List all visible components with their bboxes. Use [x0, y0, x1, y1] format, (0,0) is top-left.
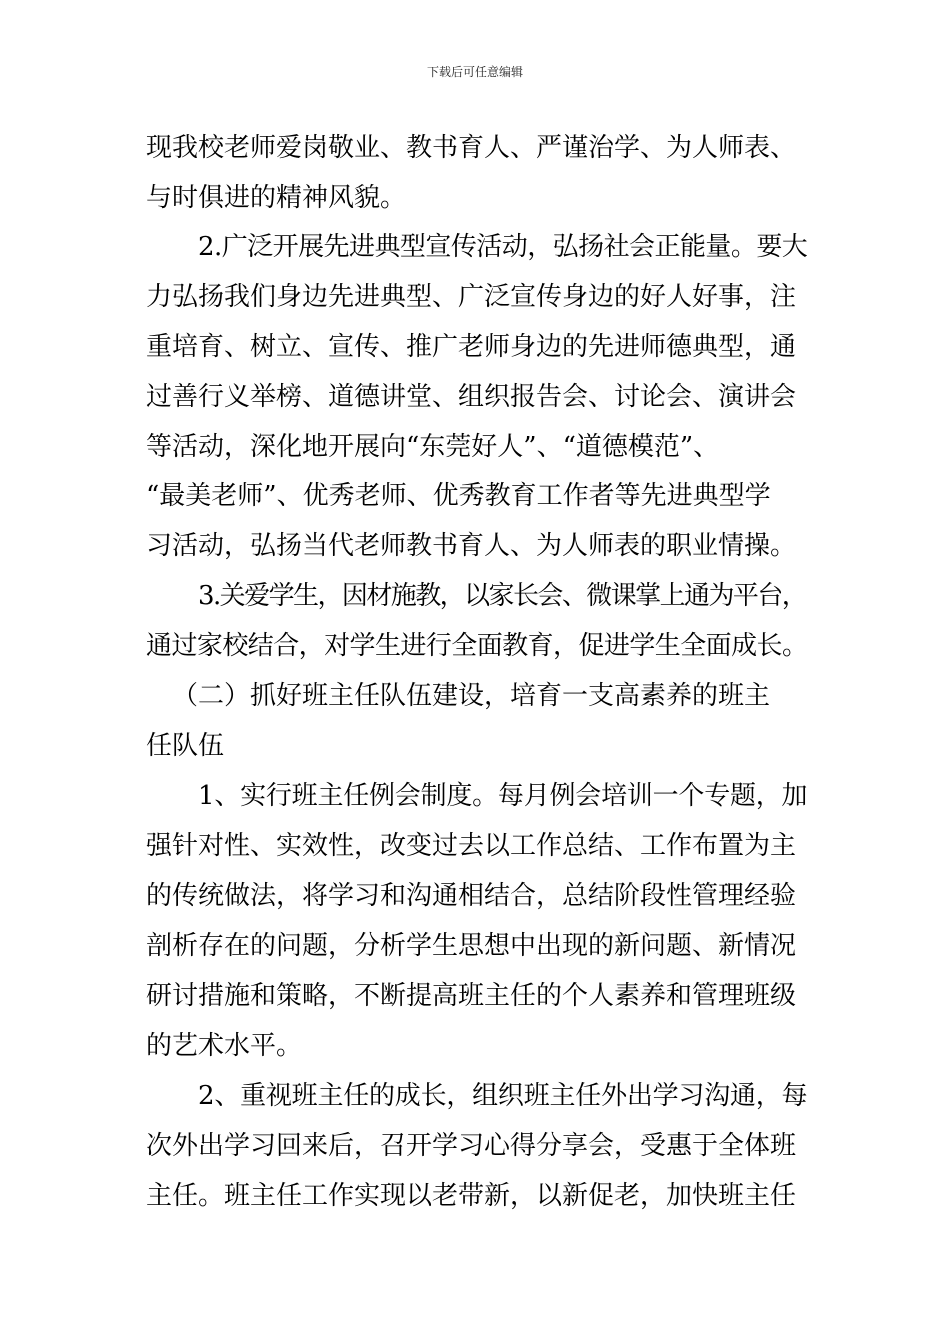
body-line: 次外出学习回来后，召开学习心得分享会，受惠于全体班: [146, 1131, 797, 1161]
body-line: 与时俱进的精神风貌。: [146, 183, 407, 213]
section-heading-continued: 任队伍: [146, 731, 225, 761]
body-line: 的传统做法，将学习和沟通相结合，总结阶段性管理经验: [146, 881, 797, 911]
body-line: 习活动，弘扬当代老师教书育人、为人师表的职业情操。: [146, 531, 797, 561]
body-line: 强针对性、实效性，改变过去以工作总结、工作布置为主: [146, 831, 797, 861]
body-line: 过善行义举榜、道德讲堂、组织报告会、讨论会、演讲会: [146, 382, 797, 412]
paragraph-first-line: 3.关爱学生，因材施教，以家长会、微课掌上通为平台，: [198, 581, 807, 611]
body-line: 研讨措施和策略，不断提高班主任的个人素养和管理班级: [146, 981, 797, 1011]
body-line: “最美老师”、优秀老师、优秀教育工作者等先进典型学: [146, 481, 771, 511]
section-heading: （二）抓好班主任队伍建设，培育一支高素养的班主: [172, 681, 771, 711]
body-line: 通过家校结合，对学生进行全面教育，促进学生全面成长。: [146, 631, 808, 661]
body-line: 主任。班主任工作实现以老带新，以新促老，加快班主任: [146, 1181, 797, 1211]
body-line: 的艺术水平。: [146, 1031, 303, 1061]
body-line: 现我校老师爱岗敬业、教书育人、严谨治学、为人师表、: [146, 133, 797, 163]
body-line: 力弘扬我们身边先进典型、广泛宣传身边的好人好事，注: [146, 282, 797, 312]
body-line: 重培育、树立、宣传、推广老师身边的先进师德典型，通: [146, 332, 797, 362]
paragraph-first-line: 1、实行班主任例会制度。每月例会培训一个专题，加: [198, 781, 808, 811]
page-header: 下载后可任意编辑: [426, 65, 523, 79]
body-line: 等活动，深化地开展向“东莞好人”、“道德模范”、: [146, 432, 720, 462]
body-line: 剖析存在的问题，分析学生思想中出现的新问题、新情况: [146, 931, 797, 961]
paragraph-first-line: 2、重视班主任的成长，组织班主任外出学习沟通，每: [198, 1081, 808, 1111]
paragraph-first-line: 2.广泛开展先进典型宣传活动，弘扬社会正能量。要大: [198, 232, 808, 262]
